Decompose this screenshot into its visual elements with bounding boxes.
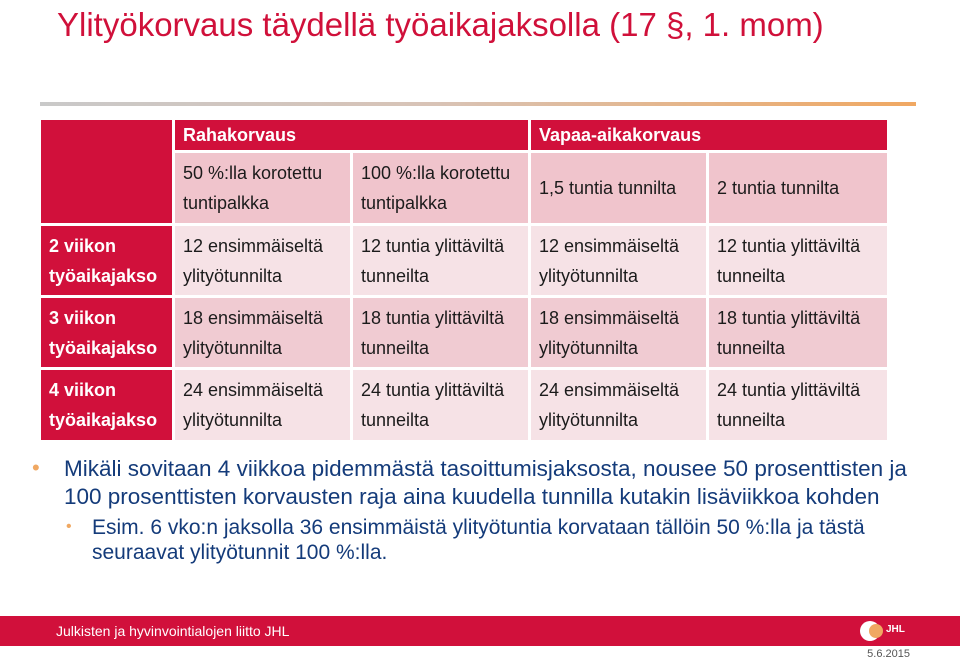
table-cell: 18 tuntia ylittäviltä tunneilta bbox=[352, 297, 530, 369]
footer-bar bbox=[0, 616, 960, 646]
column-header-2: 2 tuntia tunnilta bbox=[708, 152, 889, 225]
table-cell: 18 ensimmäiseltä ylityötunnilta bbox=[174, 297, 352, 369]
jhl-logo bbox=[858, 619, 918, 643]
table-cell: 24 ensimmäiseltä ylityötunnilta bbox=[174, 369, 352, 442]
table-cell: 12 tuntia ylittäviltä tunneilta bbox=[708, 225, 889, 297]
table-cell: 18 ensimmäiseltä ylityötunnilta bbox=[530, 297, 708, 369]
table-cell: 24 tuntia ylittäviltä tunneilta bbox=[352, 369, 530, 442]
footer-organization: Julkisten ja hyvinvointialojen liitto JHL bbox=[56, 623, 290, 639]
row-header-3-weeks: 3 viikon työaikajakso bbox=[40, 297, 174, 369]
title-divider bbox=[40, 102, 916, 106]
slide-date: 5.6.2015 bbox=[867, 648, 910, 660]
sub-bullet-item bbox=[30, 515, 940, 565]
logo-text: JHL bbox=[886, 624, 905, 635]
table-group-header-row bbox=[40, 119, 889, 152]
bullet-item bbox=[30, 455, 940, 511]
row-header-2-weeks: 2 viikon työaikajakso bbox=[40, 225, 174, 297]
group-header-rahakorvaus: Rahakorvaus bbox=[174, 119, 530, 152]
column-header-100: 100 %:lla korotettu tuntipalkka bbox=[352, 152, 530, 225]
sub-bullet-text: Esim. 6 vko:n jaksolla 36 ensimmäistä ylityötuntia korvataan tällöin 50 %:lla ja tästä seuraavat ylityötunnit 100 %:lla. bbox=[92, 516, 865, 564]
table-row bbox=[40, 225, 889, 297]
table-cell: 18 tuntia ylittäviltä tunneilta bbox=[708, 297, 889, 369]
table-row bbox=[40, 297, 889, 369]
slide-title: Ylityökorvaus täydellä työaikajaksolla (17 §, 1. mom) bbox=[57, 6, 824, 43]
table-cell: 24 ensimmäiseltä ylityötunnilta bbox=[530, 369, 708, 442]
table-cell: 24 tuntia ylittäviltä tunneilta bbox=[708, 369, 889, 442]
table-cell: 12 ensimmäiseltä ylityötunnilta bbox=[530, 225, 708, 297]
bullet-list bbox=[30, 455, 940, 565]
table-cell: 12 tuntia ylittäviltä tunneilta bbox=[352, 225, 530, 297]
column-header-50: 50 %:lla korotettu tuntipalkka bbox=[174, 152, 352, 225]
bullet-text: Mikäli sovitaan 4 viikkoa pidemmästä tasoittumisjaksosta, nousee 50 prosenttisten ja 100 prosenttisten korvausten raja aina kuudella tunnilla kutakin lisäviikkoa kohden bbox=[64, 456, 907, 509]
table-cell: 12 ensimmäiseltä ylityötunnilta bbox=[174, 225, 352, 297]
table-corner-cell bbox=[40, 119, 174, 225]
overtime-table bbox=[38, 117, 890, 443]
bullet-dot-icon: • bbox=[32, 455, 40, 480]
table-row bbox=[40, 369, 889, 442]
group-header-vapaa-aikakorvaus: Vapaa-aikakorvaus bbox=[530, 119, 889, 152]
bullet-dot-icon: • bbox=[66, 518, 72, 535]
column-header-1-5: 1,5 tuntia tunnilta bbox=[530, 152, 708, 225]
row-header-4-weeks: 4 viikon työaikajakso bbox=[40, 369, 174, 442]
